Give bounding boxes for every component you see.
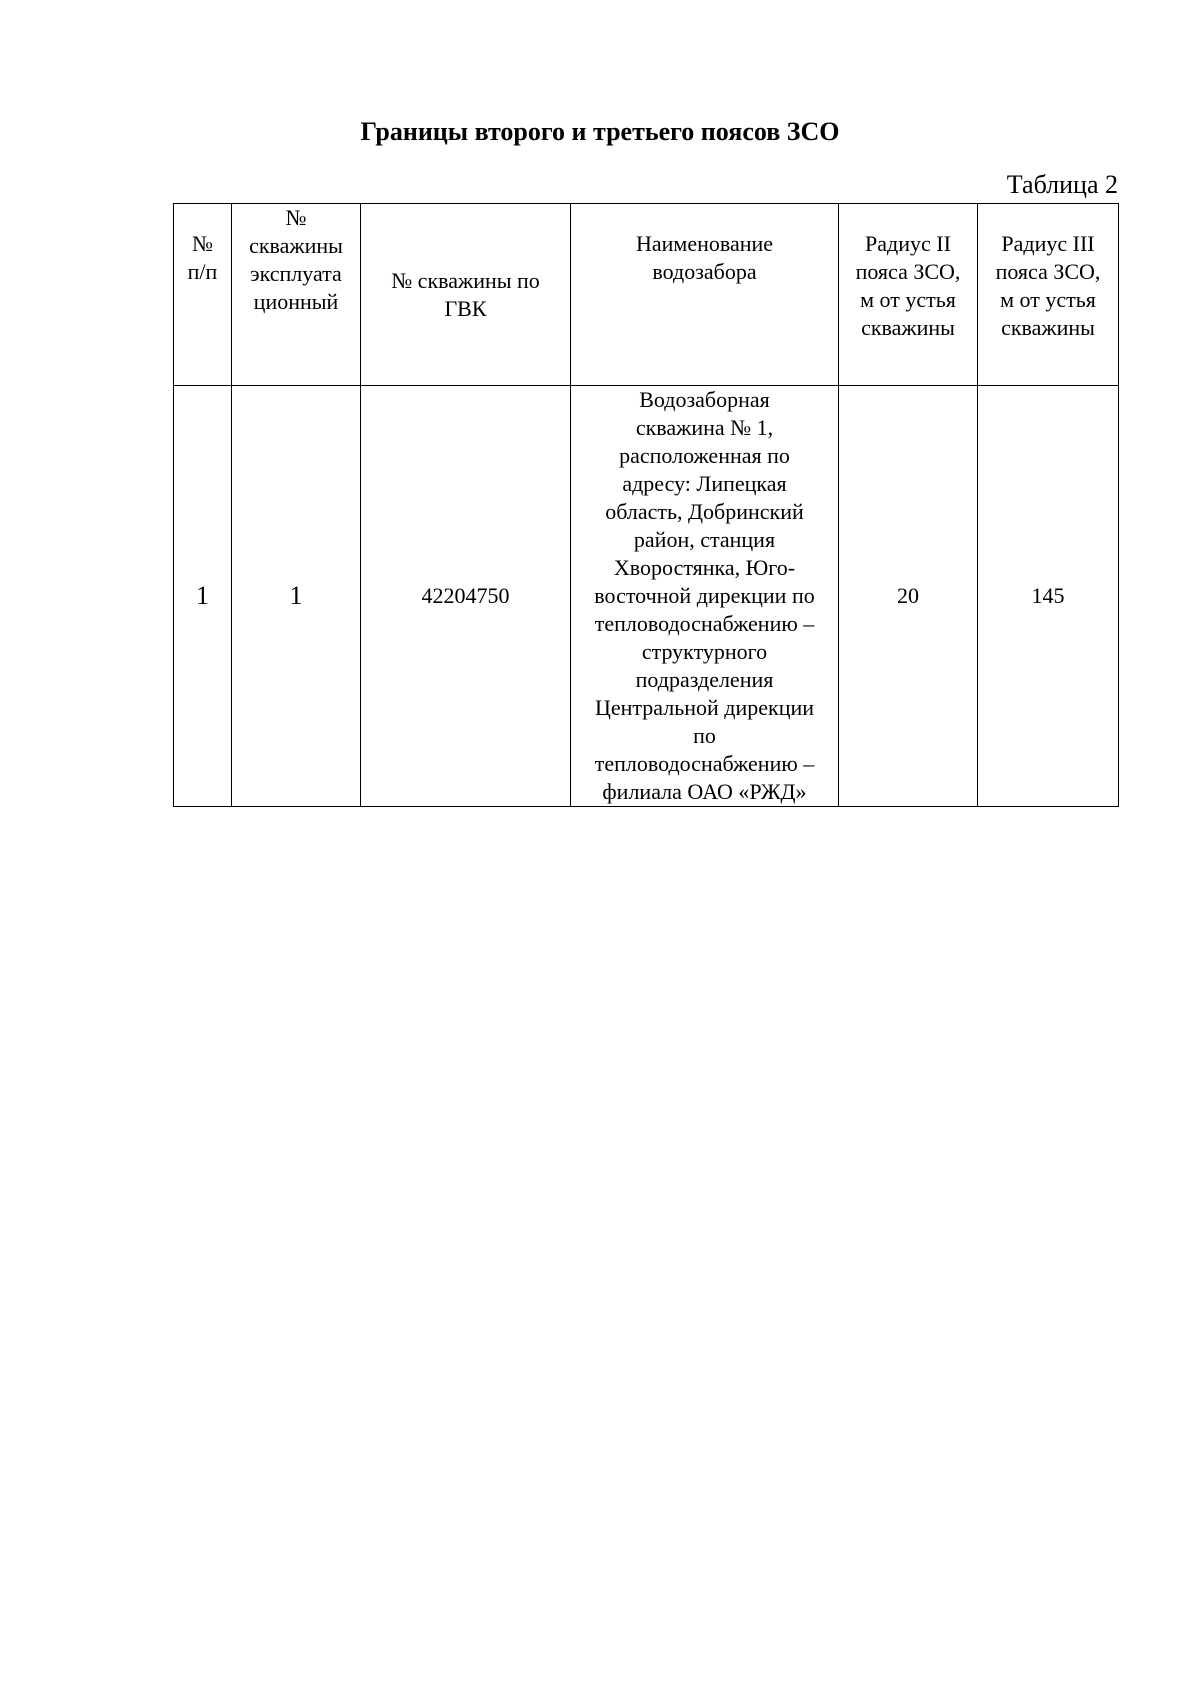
header-row-number-text: № п/п — [187, 231, 218, 284]
header-operational-well-number — [232, 204, 361, 386]
cell-radius-zone-3: 145 — [978, 386, 1119, 807]
cell-radius-zone-2: 20 — [839, 386, 978, 807]
cell-gvk-well-number: 42204750 — [361, 386, 571, 807]
header-gvk-well-number-text: № скважины по ГВК — [391, 267, 540, 321]
table-header — [174, 204, 1119, 386]
cell-intake-name-text: Водозаборная скважина № 1, расположенная по адресу: Липецкая область, Добринский район, станция Хворостянка, Юго- восточной дирекции по тепловодоснабжению – структурного подразделения Центральной дирекции по тепловодоснабжению – филиала ОАО «РЖД» — [594, 387, 815, 804]
table-row — [174, 386, 1119, 807]
table-caption: Таблица 2 — [1006, 170, 1118, 199]
page-title: Границы второго и третьего поясов ЗСО — [360, 117, 840, 146]
cell-operational-well-number: 1 — [232, 386, 361, 807]
header-radius-zone-2-text: Радиус II пояса ЗСО, м от устья скважины — [855, 231, 961, 340]
table-header-row — [174, 204, 1119, 386]
header-radius-zone-3 — [978, 204, 1119, 386]
header-operational-well-number-text: № скважины эксплуата ционный — [249, 205, 343, 314]
header-radius-zone-2 — [839, 204, 978, 386]
header-intake-name — [571, 204, 839, 386]
header-row-number — [174, 204, 232, 386]
header-gvk-well-number — [361, 204, 571, 386]
cell-row-number: 1 — [174, 386, 232, 807]
cell-intake-name — [571, 386, 839, 807]
header-intake-name-text: Наименование водозабора — [635, 231, 774, 284]
zso-boundaries-table — [173, 203, 1119, 807]
header-radius-zone-3-text: Радиус III пояса ЗСО, м от устья скважины — [995, 231, 1101, 340]
table-body — [174, 386, 1119, 807]
